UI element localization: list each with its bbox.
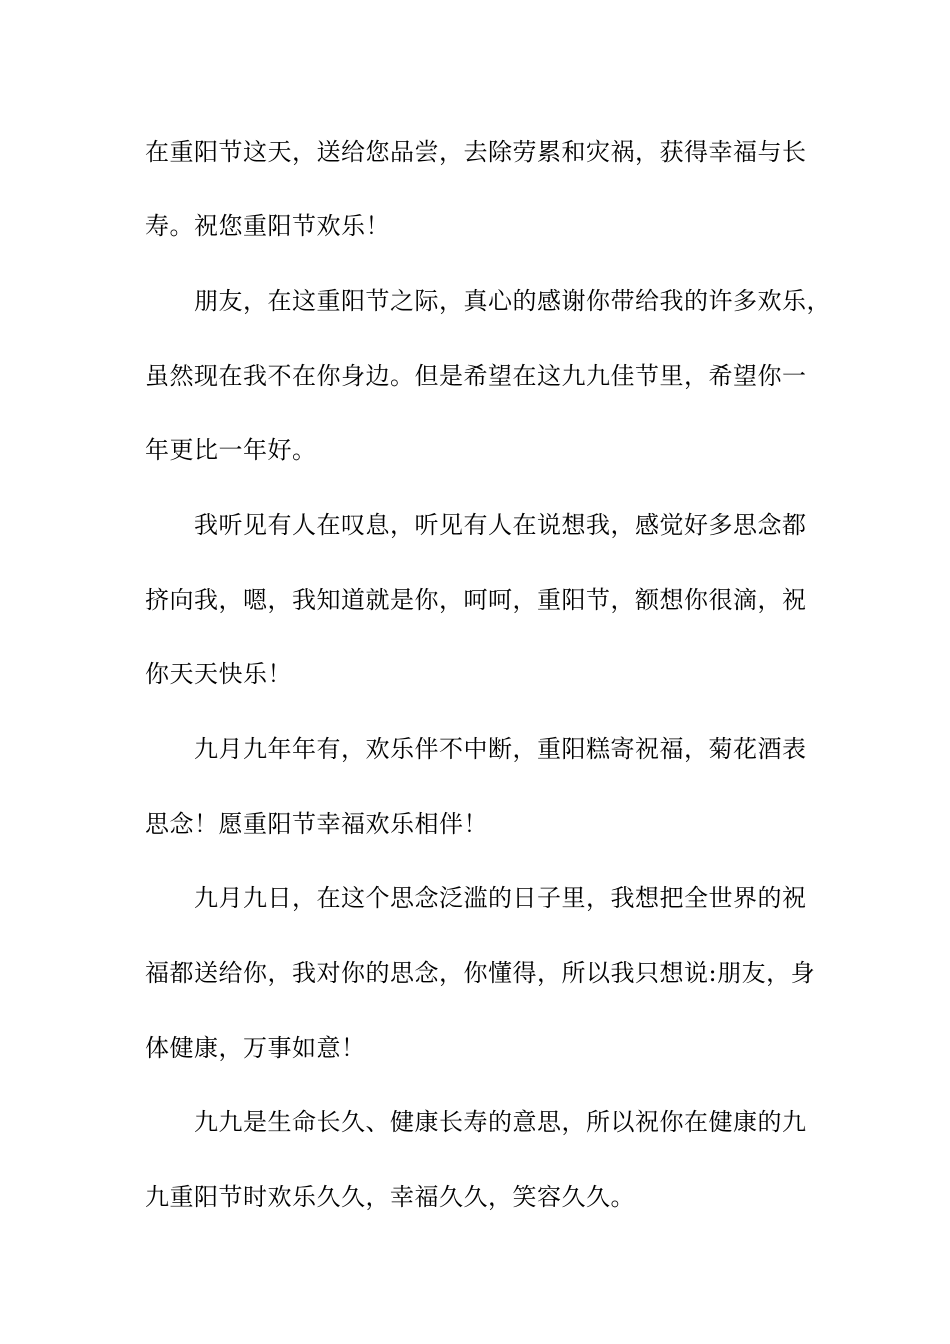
text-line: 在重阳节这天，送给您品尝，去除劳累和灾祸，获得幸福与长 — [145, 138, 807, 166]
paragraph-first-line: 九九是生命长久、健康长寿的意思，所以祝你在健康的九 — [194, 1108, 807, 1136]
text-line: 福都送给你，我对你的思念，你懂得，所以我只想说:朋友，身 — [145, 959, 816, 987]
paragraph-first-line: 九月九年年有，欢乐伴不中断，重阳糕寄祝福，菊花酒表 — [194, 735, 807, 763]
text-line: 年更比一年好。 — [145, 436, 317, 464]
text-line: 虽然现在我不在你身边。但是希望在这九九佳节里，希望你一 — [145, 362, 807, 390]
paragraph-first-line: 九月九日，在这个思念泛滥的日子里，我想把全世界的祝 — [194, 884, 807, 912]
text-line: 九重阳节时欢乐久久，幸福久久，笑容久久。 — [145, 1183, 635, 1211]
text-line: 寿。祝您重阳节欢乐！ — [145, 212, 390, 240]
text-line: 思念！愿重阳节幸福欢乐相伴！ — [145, 810, 488, 838]
text-line: 体健康，万事如意！ — [145, 1034, 366, 1062]
text-line: 挤向我，嗯，我知道就是你，呵呵，重阳节，额想你很滴，祝 — [145, 586, 807, 614]
paragraph-first-line: 朋友，在这重阳节之际，真心的感谢你带给我的许多欢乐， — [194, 287, 831, 315]
text-line: 你天天快乐！ — [145, 660, 292, 688]
paragraph-first-line: 我听见有人在叹息，听见有人在说想我，感觉好多思念都 — [194, 511, 807, 539]
